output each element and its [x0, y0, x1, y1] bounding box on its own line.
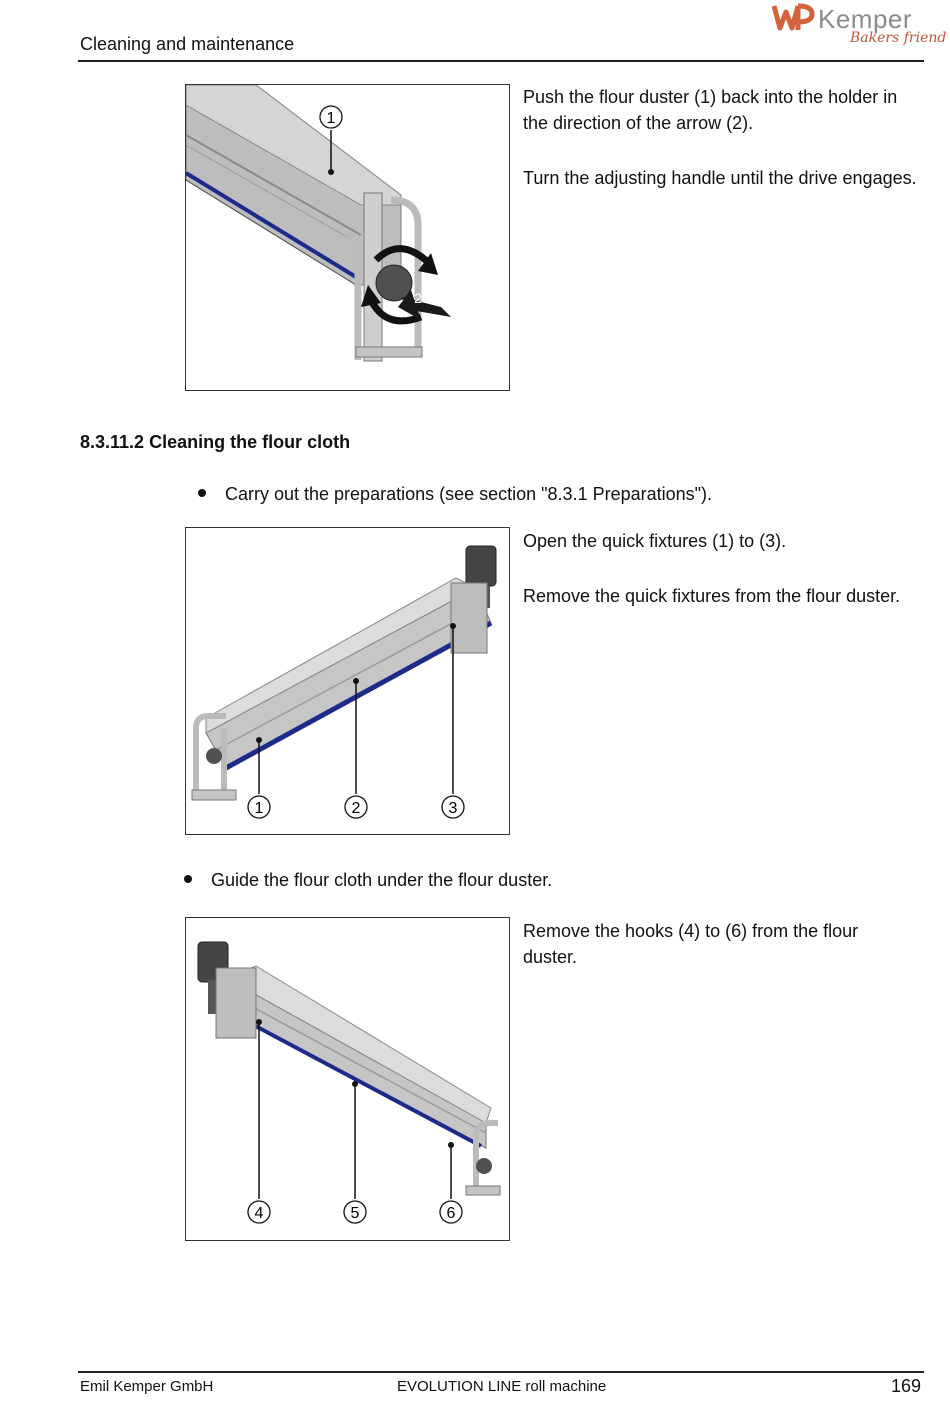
footer-product: EVOLUTION LINE roll machine	[397, 1378, 607, 1395]
footer-company: Emil Kemper GmbH	[80, 1378, 214, 1395]
instruction-turn-handle: Turn the adjusting handle until the drive engages.	[523, 168, 917, 188]
instruction-remove-fixtures: Remove the quick fixtures from the flour duster.	[523, 586, 901, 606]
footer-divider	[78, 1371, 924, 1373]
callout-1-label: 1	[326, 110, 336, 127]
logo-wordmark: Kemper	[818, 4, 913, 34]
callout-2-label: 2	[414, 290, 422, 306]
callout-1-label: 1	[254, 800, 264, 817]
header-divider	[78, 60, 924, 62]
instruction-open-fixtures: Open the quick fixtures (1) to (3).	[523, 531, 787, 551]
bullet-dot	[198, 489, 206, 497]
section-heading: 8.3.11.2 Cleaning the flour cloth	[80, 432, 351, 452]
bullet-preparations: Carry out the preparations (see section "8.3.1 Preparations").	[225, 484, 713, 504]
logo-tagline: Bakers friend	[850, 30, 947, 46]
instruction-push-back: Push the flour duster (1) back into the holder in the direction of the arrow (2).	[523, 87, 898, 133]
page-header-title: Cleaning and maintenance	[80, 34, 295, 54]
logo-mark-icon	[772, 2, 818, 36]
callout-6-label: 6	[446, 1205, 456, 1222]
bullet-guide-cloth: Guide the flour cloth under the flour duster.	[211, 870, 553, 890]
callout-2-label: 2	[351, 800, 361, 817]
figure-remove-hooks	[185, 917, 510, 1241]
bullet-dot	[184, 875, 192, 883]
callout-5-label: 5	[350, 1205, 360, 1222]
page-number: 169	[891, 1376, 922, 1396]
instruction-remove-hooks: Remove the hooks (4) to (6) from the flour duster.	[523, 921, 859, 967]
callout-4-label: 4	[254, 1205, 264, 1222]
figure-quick-fixtures	[185, 527, 510, 835]
figure-push-flour-duster	[185, 84, 510, 391]
callout-3-label: 3	[448, 800, 458, 817]
